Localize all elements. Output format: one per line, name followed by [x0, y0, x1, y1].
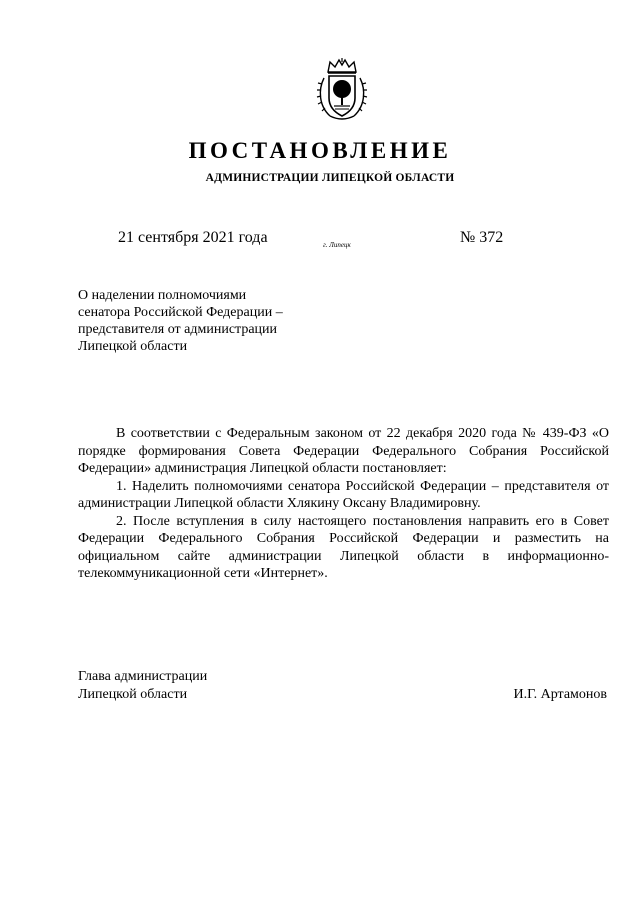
- document-title: ПОСТАНОВЛЕНИЕ: [188, 138, 452, 163]
- subject-line: Липецкой области: [78, 339, 188, 354]
- subject-line: О наделении полномочиями: [78, 288, 247, 303]
- document-city: г. Липецк: [323, 241, 351, 249]
- subject-line: представителя от администрации: [78, 322, 278, 337]
- signatory-position: [78, 668, 207, 704]
- document-date: 21 сентября 2021 года: [118, 229, 268, 246]
- document-body: [78, 425, 609, 583]
- document-subject: [78, 287, 338, 355]
- lipetsk-oblast-coat-of-arms-icon: [316, 58, 368, 122]
- body-paragraph-preamble: В соответствии с Федеральным законом от 22 декабря 2020 года № 439-ФЗ «О порядке формирования Совета Федерации Федерального Собрания Российской Федерации» администрация Липецкой области постановляет:: [78, 426, 609, 476]
- signatory-name: И.Г. Артамонов: [513, 687, 607, 702]
- body-paragraph-item-1: 1. Наделить полномочиями сенатора Российской Федерации – представителя от администрации Липецкой области Хлякину Оксану Владимировну.: [78, 478, 609, 511]
- subject-line: сенатора Российской Федерации –: [78, 305, 283, 320]
- signatory-position-line: Глава администрации: [78, 669, 208, 684]
- body-paragraph-item-2: 2. После вступления в силу настоящего постановления направить его в Совет Федерации Федерального Собрания Российской Федерации и разместить на официальном сайте администрации Липецкой области в информационно-телекоммуникационной сети «Интернет».: [78, 513, 609, 581]
- issuing-authority: АДМИНИСТРАЦИИ ЛИПЕЦКОЙ ОБЛАСТИ: [205, 172, 455, 184]
- signatory-position-line: Липецкой области: [78, 687, 188, 702]
- document-number: № 372: [460, 229, 504, 246]
